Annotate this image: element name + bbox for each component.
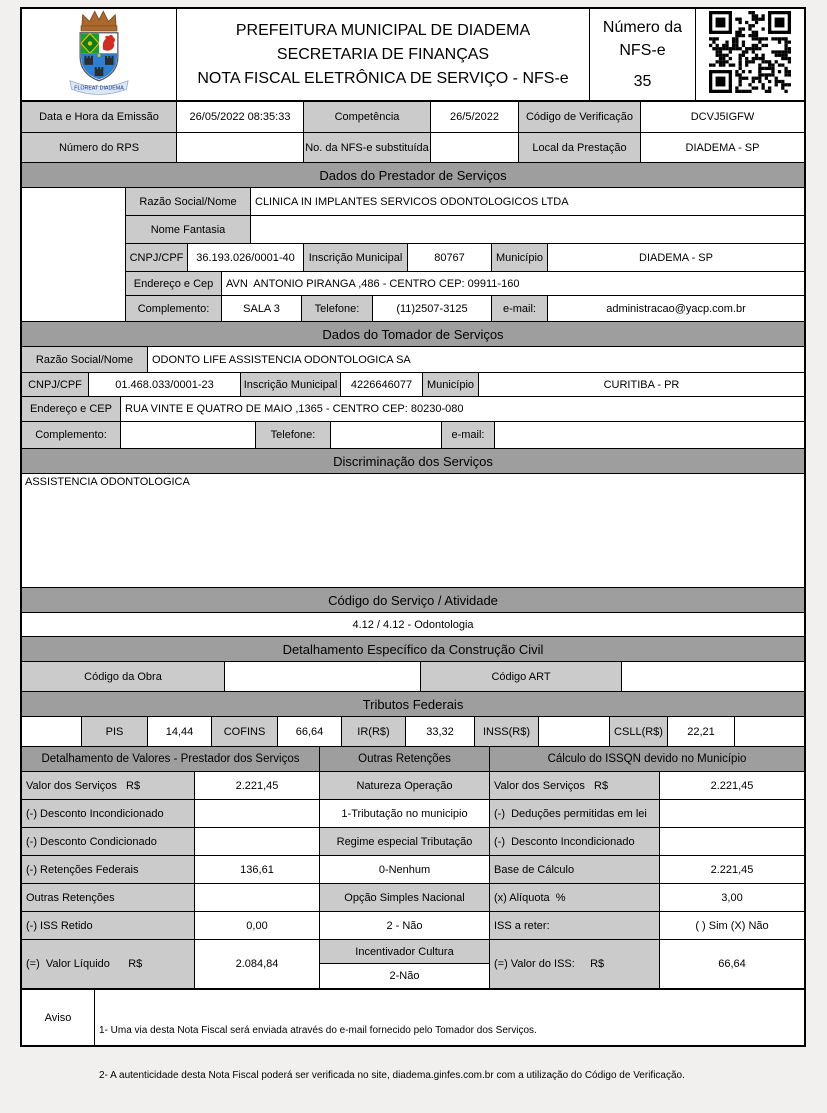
valor-iss-label: (=) Valor do ISS: R$	[490, 940, 659, 988]
desconto-incondicionado-label: (-) Desconto Incondicionado	[22, 800, 194, 827]
nfse-number-value: 35	[633, 73, 652, 91]
iss-a-reter-value: ( ) Sim (X) Não	[659, 912, 804, 939]
prestador-cnpj-label: CNPJ/CPF	[126, 244, 187, 271]
logo-motto: FLOREAT DIADEMA	[74, 85, 124, 92]
issqn-valor-servicos-label: Valor dos Serviços R$	[490, 772, 659, 799]
title-line-1: PREFEITURA MUNICIPAL DE DIADEMA	[235, 21, 531, 39]
valores-right-header: Cálculo do ISSQN devido no Município	[489, 747, 804, 771]
regime-especial-label: Regime especial Tributação	[320, 828, 489, 856]
competencia-value: 26/5/2022	[430, 102, 518, 132]
issqn-valor-servicos-value: 2.221,45	[659, 772, 804, 799]
desconto-condicionado-label: (-) Desconto Condicionado	[22, 828, 194, 855]
prestador-logo-space	[22, 188, 126, 321]
qr-code-cell	[695, 9, 804, 100]
iss-retido-label: (-) ISS Retido	[22, 912, 194, 939]
codigo-art-label: Código ART	[420, 662, 621, 691]
verification-code-value: DCVJ5IGFW	[640, 102, 804, 132]
valores-middle-header: Outras Retenções	[319, 747, 489, 771]
cofins-label: COFINS	[211, 717, 277, 746]
cofins-value: 66,64	[277, 717, 341, 746]
emission-date-value: 26/05/2022 08:35:33	[176, 102, 303, 132]
document-header	[22, 9, 804, 102]
prestador-complemento-label: Complemento:	[126, 296, 221, 321]
issqn-desconto-value	[659, 828, 804, 855]
qr-code-icon	[709, 11, 791, 98]
tributos-spacer-right	[734, 717, 804, 746]
title-line-3: NOTA FISCAL ELETRÔNICA DE SERVIÇO - NFS-e	[197, 69, 569, 87]
valor-liquido-label: (=) Valor Líquido R$	[22, 940, 194, 988]
competencia-label: Competência	[303, 102, 430, 132]
issqn-desconto-label: (-) Desconto Incondicionado	[490, 828, 659, 855]
regime-especial-value: 0-Nenhum	[320, 856, 489, 884]
tomador-im-label: Inscrição Municipal	[240, 373, 340, 396]
prestador-im-value: 80767	[407, 244, 491, 271]
tomador-endereco-value: RUA VINTE E QUATRO DE MAIO ,1365 - CENTRO CEP: 80230-080	[120, 397, 804, 421]
coat-of-arms-icon	[56, 7, 142, 103]
verification-code-label: Código de Verificação	[518, 102, 640, 132]
codigo-servico-value: 4.12 / 4.12 - Odontologia	[352, 618, 474, 631]
valor-liquido-value: 2.084,84	[194, 940, 319, 988]
valores-left-header: Detalhamento de Valores - Prestador dos Serviços	[22, 747, 319, 771]
inss-value	[538, 717, 609, 746]
pis-value: 14,44	[147, 717, 211, 746]
valor-servicos-label: Valor dos Serviços R$	[22, 772, 194, 799]
emission-row	[22, 102, 804, 133]
tomador-email-value	[494, 422, 804, 448]
aviso-section	[22, 990, 804, 1081]
inss-label: INSS(R$)	[474, 717, 538, 746]
tomador-complemento-value	[120, 422, 255, 448]
valores-left-panel	[22, 772, 319, 988]
tomador-email-label: e-mail:	[441, 422, 494, 448]
prestador-cnpj-value: 36.193.026/0001-40	[187, 244, 303, 271]
prestador-fantasia-value	[250, 216, 804, 243]
service-location-value: DIADEMA - SP	[640, 133, 804, 162]
prestador-section-header: Dados do Prestador de Serviços	[22, 163, 804, 188]
outras-retencoes-label: Outras Retenções	[22, 884, 194, 911]
tomador-municipio-label: Município	[422, 373, 478, 396]
prestador-im-label: Inscrição Municipal	[303, 244, 407, 271]
tomador-im-value: 4226646077	[340, 373, 422, 396]
valores-right-panel	[489, 772, 804, 988]
valores-section	[22, 772, 804, 990]
substituted-nfse-label: No. da NFS-e substituída	[303, 133, 430, 162]
nfse-number-box	[589, 9, 695, 100]
deducoes-label: (-) Deduções permitidas em lei	[490, 800, 659, 827]
tributos-spacer-left	[22, 717, 81, 746]
construcao-section-header: Detalhamento Específico da Construção Civil	[22, 637, 804, 662]
outras-retencoes-value	[194, 884, 319, 911]
simples-nacional-label: Opção Simples Nacional	[320, 884, 489, 912]
prestador-fantasia-label: Nome Fantasia	[126, 216, 250, 243]
codigo-servico-section-header: Código do Serviço / Atividade	[22, 588, 804, 613]
codigo-obra-value	[224, 662, 420, 691]
servicos-descricao: ASSISTENCIA ODONTOLOGICA	[22, 474, 804, 588]
prestador-municipio-value: DIADEMA - SP	[547, 244, 804, 271]
nfse-number-label2: NFS-e	[619, 41, 666, 59]
codigo-obra-label: Código da Obra	[22, 662, 224, 691]
servicos-section-header: Discriminação dos Serviços	[22, 449, 804, 474]
nfse-number-label: Número da	[602, 18, 683, 36]
prestador-section	[22, 188, 804, 322]
document-title	[176, 9, 589, 100]
base-calculo-label: Base de Cálculo	[490, 856, 659, 883]
aviso-text	[94, 990, 804, 1081]
ir-label: IR(R$)	[341, 717, 405, 746]
nfse-document	[20, 7, 806, 1081]
tomador-complemento-label: Complemento:	[22, 422, 120, 448]
incentivador-cultura-label: Incentivador Cultura	[320, 940, 489, 964]
natureza-operacao-value: 1-Tributação no municipio	[320, 800, 489, 828]
csll-value: 22,21	[667, 717, 734, 746]
prestador-complemento-value: SALA 3	[221, 296, 301, 321]
desconto-incondicionado-value	[194, 800, 319, 827]
title-line-2: SECRETARIA DE FINANÇAS	[276, 45, 490, 63]
aviso-label: Aviso	[44, 1011, 72, 1024]
service-location-label: Local da Prestação	[518, 133, 640, 162]
rps-number-label: Número do RPS	[22, 133, 176, 162]
emission-date-label: Data e Hora da Emissão	[22, 102, 176, 132]
rps-number-value	[176, 133, 303, 162]
base-calculo-value: 2.221,45	[659, 856, 804, 883]
valor-servicos-value: 2.221,45	[194, 772, 319, 799]
aviso-line-1: 1- Uma via desta Nota Fiscal será enviada através do e-mail fornecido pelo Tomador dos Serviços.	[99, 1025, 537, 1036]
pis-label: PIS	[81, 717, 147, 746]
tomador-cnpj-label: CNPJ/CPF	[22, 373, 88, 396]
prestador-razao-value: CLINICA IN IMPLANTES SERVICOS ODONTOLOGICOS LTDA	[250, 188, 804, 215]
natureza-operacao-label: Natureza Operação	[320, 772, 489, 800]
iss-a-reter-label: ISS a reter:	[490, 912, 659, 939]
incentivador-cultura-value: 2-Não	[389, 970, 420, 982]
rps-row	[22, 133, 804, 163]
tomador-section-header: Dados do Tomador de Serviços	[22, 322, 804, 347]
retencoes-federais-label: (-) Retenções Federais	[22, 856, 194, 883]
simples-nacional-value: 2 - Não	[320, 912, 489, 940]
valores-headers	[22, 747, 804, 772]
valor-iss-value: 66,64	[659, 940, 804, 988]
aviso-line-2: 2- A autenticidade desta Nota Fiscal poderá ser verificada no site, diadema.ginfes.com.br com a utilização do Código de Verificação.	[99, 1070, 685, 1081]
tomador-endereco-label: Endereço e CEP	[22, 397, 120, 421]
csll-label: CSLL(R$)	[609, 717, 667, 746]
prestador-email-label: e-mail:	[491, 296, 547, 321]
valores-middle-panel	[319, 772, 489, 988]
city-coat-of-arms	[22, 9, 176, 100]
prestador-endereco-label: Endereço e Cep	[126, 272, 221, 295]
prestador-email-value: administracao@yacp.com.br	[547, 296, 804, 321]
deducoes-value	[659, 800, 804, 827]
prestador-telefone-value: (11)2507-3125	[372, 296, 491, 321]
iss-retido-value: 0,00	[194, 912, 319, 939]
prestador-endereco-value: AVN ANTONIO PIRANGA ,486 - CENTRO CEP: 09911-160	[221, 272, 804, 295]
tomador-municipio-value: CURITIBA - PR	[478, 373, 804, 396]
prestador-municipio-label: Município	[491, 244, 547, 271]
tributos-section-header: Tributos Federais	[22, 692, 804, 717]
tributos-row	[22, 717, 804, 747]
prestador-razao-label: Razão Social/Nome	[126, 188, 250, 215]
codigo-art-value	[621, 662, 804, 691]
tomador-telefone-value	[330, 422, 441, 448]
aliquota-value: 3,00	[659, 884, 804, 911]
substituted-nfse-value	[430, 133, 518, 162]
desconto-condicionado-value	[194, 828, 319, 855]
ir-value: 33,32	[405, 717, 474, 746]
retencoes-federais-value: 136,61	[194, 856, 319, 883]
tomador-razao-label: Razão Social/Nome	[22, 347, 147, 372]
aliquota-label: (x) Alíquota %	[490, 884, 659, 911]
tomador-razao-value: ODONTO LIFE ASSISTENCIA ODONTOLOGICA SA	[147, 347, 804, 372]
tomador-cnpj-value: 01.468.033/0001-23	[88, 373, 240, 396]
prestador-telefone-label: Telefone:	[301, 296, 372, 321]
tomador-telefone-label: Telefone:	[255, 422, 330, 448]
